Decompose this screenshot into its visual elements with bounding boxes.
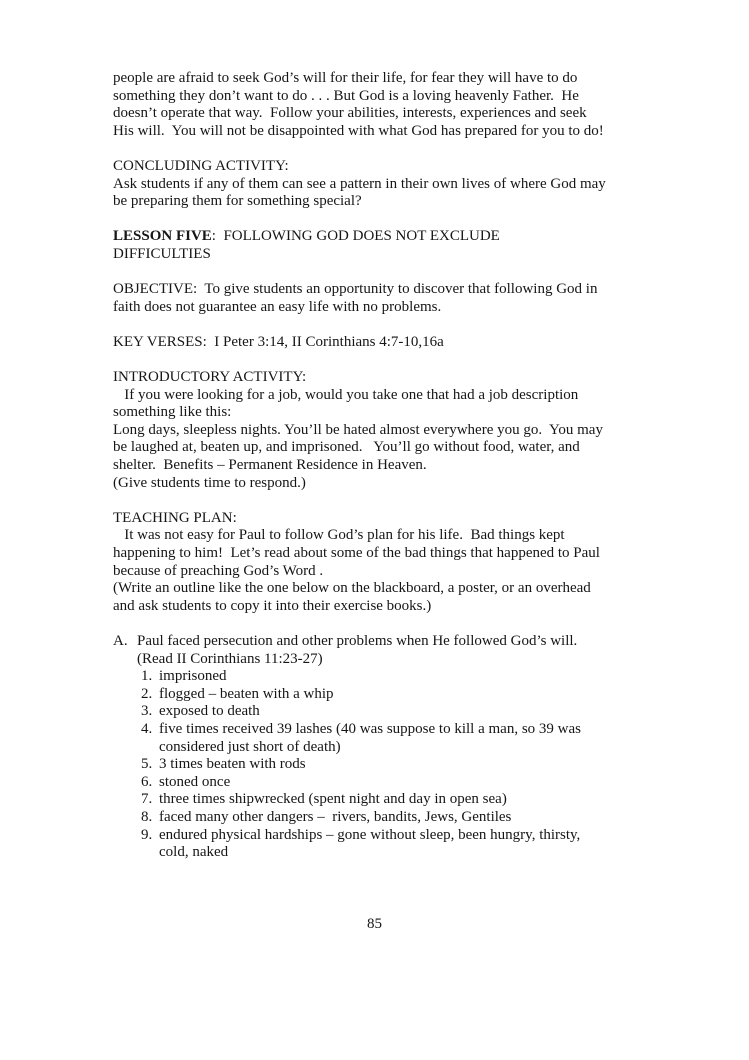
text-line: people are afraid to seek God’s will for their life, for fear they will have to do: [113, 70, 578, 86]
outline-item: [141, 703, 693, 721]
lesson-title-line2: DIFFICULTIES: [113, 245, 211, 262]
text-line: something like this:: [113, 404, 232, 421]
section-objective: [113, 281, 693, 316]
outline-item-number: 9.: [141, 826, 153, 843]
outline-item: [141, 756, 693, 774]
text-line: shelter. Benefits – Permanent Residence in Heaven.: [113, 457, 427, 474]
text-line: because of preaching God’s Word .: [113, 562, 324, 579]
introductory-activity-heading: INTRODUCTORY ACTIVITY:: [113, 369, 307, 386]
section-introductory-activity: [113, 369, 693, 492]
outline-item-number: 5.: [141, 756, 153, 773]
text-line: doesn’t operate that way. Follow your abilities, interests, experiences and seek: [113, 105, 587, 122]
text-line: something they don’t want to do . . . But God is a loving heavenly Father. He: [113, 87, 579, 104]
text-line: (Give students time to respond.): [113, 474, 306, 491]
outline-item-text: [159, 827, 580, 862]
outline-section-a: [113, 633, 693, 862]
text-line: considered just short of death): [159, 738, 341, 755]
outline-item: [141, 668, 693, 686]
outline-item-text: [159, 668, 227, 686]
text-line: His will. You will not be disappointed with what God has prepared for you to do!: [113, 122, 604, 139]
outline-item-text: [159, 791, 507, 809]
text-line: stoned once: [159, 773, 231, 790]
text-line: 3 times beaten with rods: [159, 756, 306, 773]
paragraph-intro: [113, 70, 693, 140]
lesson-title-rest: : FOLLOWING GOD DOES NOT EXCLUDE: [211, 228, 500, 245]
text-line: happening to him! Let’s read about some of the bad things that happened to Paul: [113, 545, 600, 562]
text-line: Long days, sleepless nights. You’ll be hated almost everywhere you go. You may: [113, 421, 603, 438]
page-number: 85: [367, 916, 382, 932]
text-line: five times received 39 lashes (40 was suppose to kill a man, so 39 was: [159, 720, 581, 737]
outline-item-number: 7.: [141, 791, 153, 808]
outline-item-number: 2.: [141, 685, 153, 702]
outline-item-text: [159, 721, 581, 756]
outline-a-title: Paul faced persecution and other problems when He followed God’s will.: [137, 633, 578, 649]
text-line: flogged – beaten with a whip: [159, 685, 334, 702]
outline-a-label: A.: [113, 633, 128, 649]
lesson-title: [113, 228, 693, 263]
concluding-activity-heading: CONCLUDING ACTIVITY:: [113, 157, 289, 174]
text-line: (Write an outline like the one below on the blackboard, a poster, or an overhead: [113, 580, 591, 597]
key-verses-line: KEY VERSES: I Peter 3:14, II Corinthians 4:7-10,16a: [113, 333, 444, 350]
outline-item-number: 4.: [141, 720, 153, 737]
outline-a-title-row: [113, 633, 693, 651]
outline-item-number: 3.: [141, 703, 153, 720]
outline-item-text: [159, 686, 334, 704]
outline-item: [141, 686, 693, 704]
outline-item: [141, 827, 693, 862]
outline-a-note: (Read II Corinthians 11:23-27): [137, 650, 323, 667]
text-line: It was not easy for Paul to follow God’s plan for his life. Bad things kept: [113, 527, 565, 544]
text-line: OBJECTIVE: To give students an opportunity to discover that following God in: [113, 281, 598, 298]
text-line: and ask students to copy it into their exercise books.): [113, 597, 432, 614]
outline-item-number: 6.: [141, 773, 153, 790]
lesson-title-line1: [113, 228, 693, 246]
text-line: three times shipwrecked (spent night and day in open sea): [159, 791, 507, 808]
section-teaching-plan: [113, 510, 693, 616]
section-concluding-activity: [113, 158, 693, 211]
text-line: be preparing them for something special?: [113, 193, 362, 210]
outline-item: [141, 809, 693, 827]
section-key-verses: [113, 334, 693, 352]
outline-item-text: [159, 774, 230, 792]
text-line: be laughed at, beaten up, and imprisoned. You’ll go without food, water, and: [113, 439, 580, 456]
outline-item: [141, 721, 693, 756]
text-line: faced many other dangers – rivers, bandits, Jews, Gentiles: [159, 808, 512, 825]
text-line: Ask students if any of them can see a pattern in their own lives of where God may: [113, 175, 606, 192]
concluding-activity-body: [113, 176, 693, 211]
text-line: exposed to death: [159, 703, 260, 720]
outline-item: [141, 791, 693, 809]
teaching-plan-body: [113, 527, 693, 615]
introductory-activity-body: [113, 387, 693, 493]
text-line: If you were looking for a job, would you take one that had a job description: [113, 386, 579, 403]
outline-item-number: 1.: [141, 668, 153, 685]
teaching-plan-heading: TEACHING PLAN:: [113, 509, 237, 526]
text-line: imprisoned: [159, 668, 227, 685]
text-line: cold, naked: [159, 844, 229, 861]
outline-item-text: [159, 756, 306, 774]
outline-item-number: 8.: [141, 808, 153, 825]
outline-item-text: [159, 809, 511, 827]
outline-item-text: [159, 703, 260, 721]
text-line: endured physical hardships – gone without sleep, been hungry, thirsty,: [159, 826, 581, 843]
lesson-number: LESSON FIVE: [113, 228, 212, 245]
text-line: faith does not guarantee an easy life with no problems.: [113, 298, 442, 315]
outline-item: [141, 774, 693, 792]
outline-items: [141, 668, 693, 862]
document-content: [113, 70, 693, 879]
